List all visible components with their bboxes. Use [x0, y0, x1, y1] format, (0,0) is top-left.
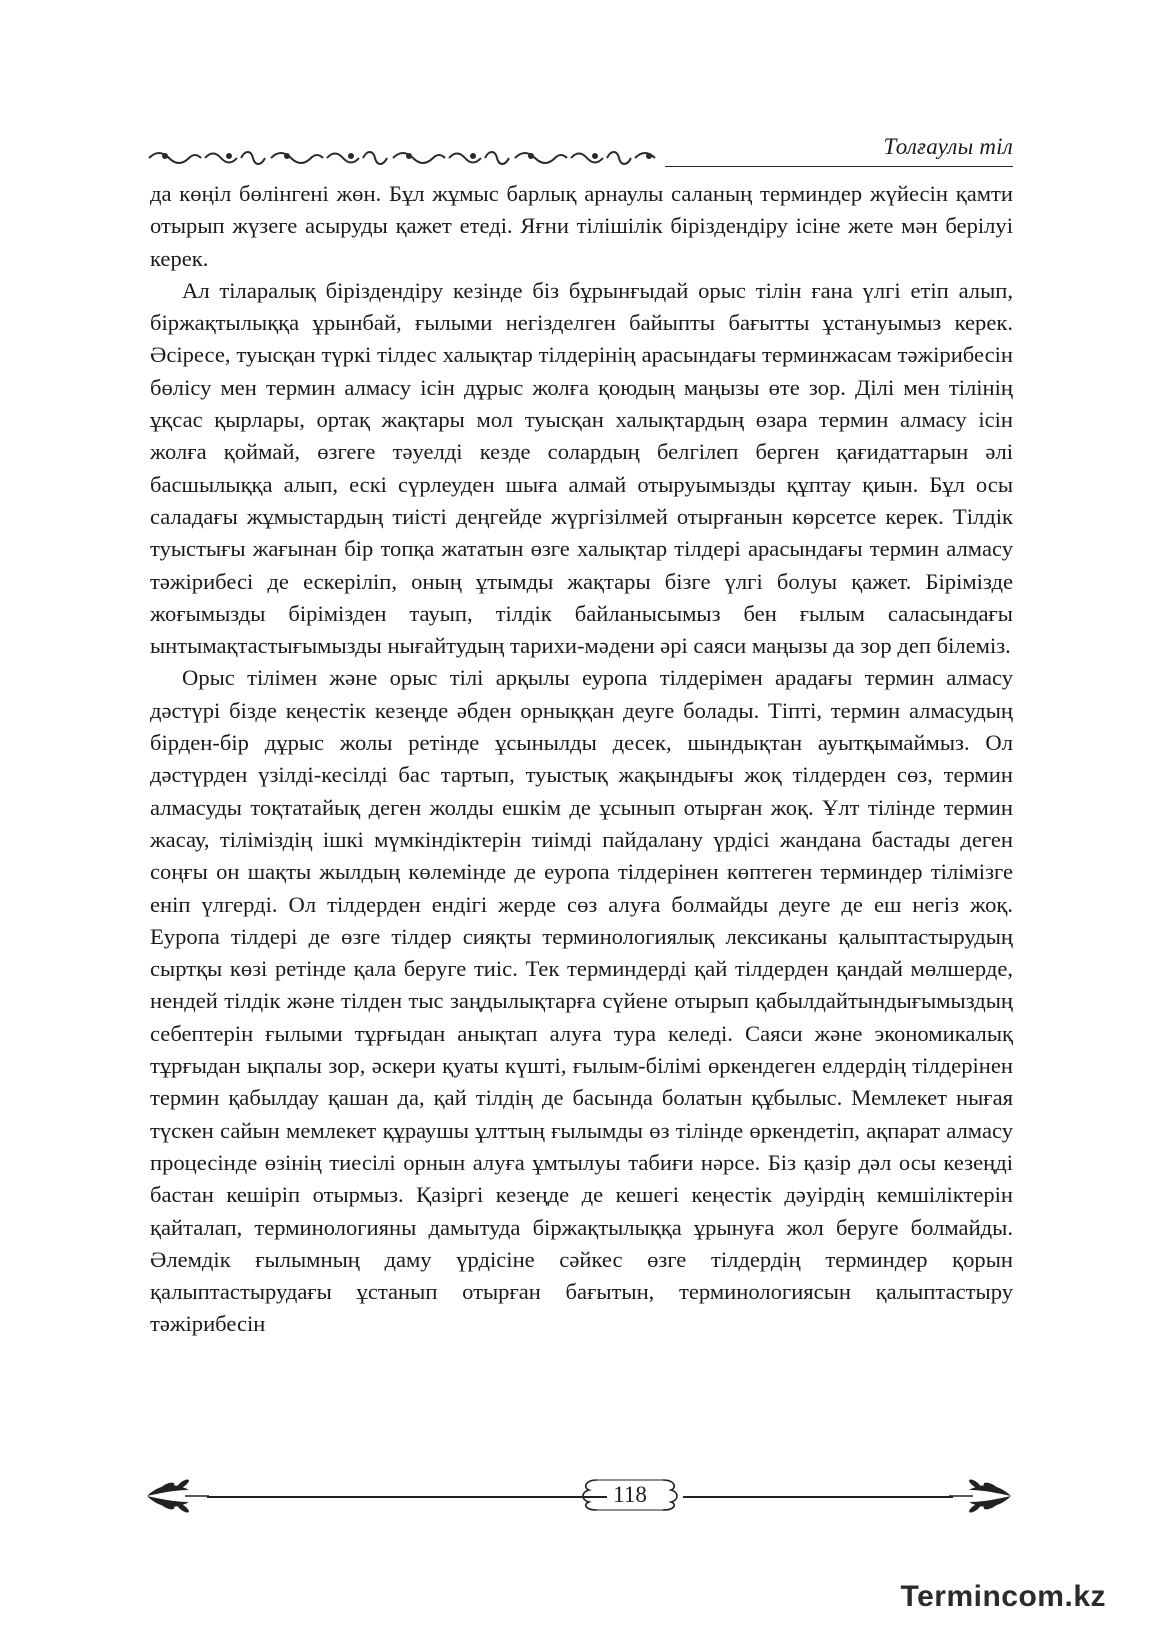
page-number: 118 — [613, 1482, 647, 1507]
body-text — [150, 178, 1013, 1341]
ornament-band — [145, 144, 665, 168]
footer-rule-right — [683, 1496, 953, 1498]
page-header — [145, 130, 1013, 170]
paragraph-2: Ал тіларалық біріздендіру кезінде біз бұрынғыдай орыс тілін ғана үлгі етіп алып, біржақтылыққа ұрынбай, ғылыми негізделген байыпты бағытты ұстануымыз керек. Әсіресе, туысқан түркі тілдес халықтар тілдерінің арасындағы терминжасам тәжірибесін бөлісу мен термин алмасу ісін дұрыс жолға қоюдың маңызы өте зор. Ділі мен тілінің ұқсас қырлары, ортақ жақтары мол туысқан халықтардың өзара термин алмасу ісін жолға қоймай, өзгеге тәуелді кезде солардың белгілеп берген қағидаттарын әлі басшылыққа алып, ескі сүрлеуден шыға алмай отыруымызды құптау қиын. Бұл осы саладағы жұмыстардың тиісті деңгейде жүргізілмей отырғанын көрсетсе керек. Тілдік туыстығы жағынан бір топқа жататын өзге халықтар тілдері арасындағы термин алмасу тәжірибесі де ескеріліп, оның ұтымды жақтары бізге үлгі болуы қажет. Бірімізде жоғымызды бірімізден тауып, тілдік байланысымыз бен ғылым саласындағы ынтымақтастығымызды нығайтудың тарихи-мәдени әрі саяси маңызы да зор деп білеміз. — [150, 277, 1013, 659]
paragraph-3: Орыс тілімен және орыс тілі арқылы еуропа тілдерімен арадағы термин алмасу дәстүрі бізде кеңестік кезеңде әбден орныққан деуге болады. Тіпті, термин алмасудың бірден-бір дұрыс жолы ретінде ұсынылды десек, шындықтан ауытқымаймыз. Ол дәстүрден үзілді-кесілді бас тартып, туыстық жақындығы жоқ тілдерден сөз, термин алмасуды тоқтатайық деген жолды ешкім де ұсынып отырған жоқ. Ұлт тілінде термин жасау, тіліміздің ішкі мүмкіндіктерін тиімді пайдалану үрдісі жандана бастады деген соңғы он шақты жылдың көлемінде де еуропа тілдерінен көптеген терминдер тілімізге еніп үлгерді. Ол тілдерден ендігі жерде сөз алуға болмайды деуге де еш негіз жоқ. Еуропа тілдері де өзге тілдер сияқты терминологиялық лексиканы қалыптастырудың сыртқы көзі ретінде қала беруге тиіс. Тек терминдерді қай тілдерден қандай мөлшерде, нендей тілдік және тілден тыс заңдылықтарға сүйене отырып қабылдайтындығымыздың себептерін ғылыми тұрғыдан анықтап алуға тура келеді. Саяси және экономикалық тұрғыдан ықпалы зор, әскери қуаты күшті, ғылым-білімі өркендеген елдердің тілдерінен термин қабылдау қашан да, қай тілдің де басында болатын құбылыс. Мемлекет нығая түскен сайын мемлекет құраушы ұлттың ғылымды өз тілінде өркендетіп, ақпарат алмасу процесінде өзінің тиесілі орнын алуға ұмтылуы табиғи нәрсе. Біз қазір дәл осы кезеңді бастан кешіріп отырмыз. Қазіргі кезеңде де кешегі кеңестік дәуірдің кемшіліктерін қайталап, терминологияны дамытуда біржақтылыққа ұрынуға жол беруге болмайды. Әлемдік ғылымның даму үрдісіне сәйкес өзге тілдердің терминдер қорын қалыптастырудағы ұстанып отырған бағытын, терминологиясын қалыптастыру тәжірибесін — [150, 665, 1013, 1337]
leaf-ornament-left-icon — [145, 1476, 209, 1516]
footer-rule-left — [207, 1496, 607, 1498]
paragraph-1: да көңіл бөлінгені жөн. Бұл жұмыс барлық арнаулы саланың терминдер жүйесін қамти отырып жүзеге асыруды қажет етеді. Яғни тілішілік біріздендіру ісіне жете мән берілуі керек. — [150, 181, 1013, 271]
leaf-ornament-right-icon — [949, 1476, 1013, 1516]
header-rule — [665, 166, 1013, 167]
page-footer — [145, 1476, 1013, 1516]
running-title: Толғаулы тіл — [883, 134, 1013, 159]
watermark: Termincom.kz — [900, 1580, 1106, 1613]
